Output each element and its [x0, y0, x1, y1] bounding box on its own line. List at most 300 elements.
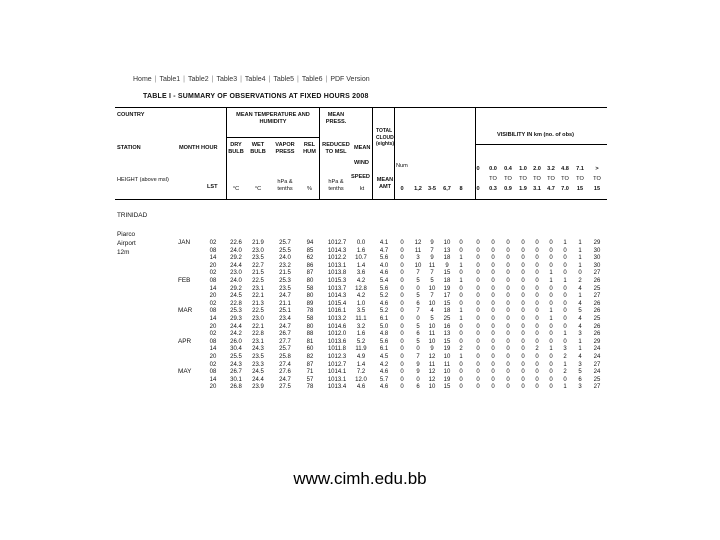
nav-separator: | [183, 76, 185, 83]
table-cell: 25 [593, 285, 601, 292]
table-cell: 57 [306, 376, 314, 383]
table-cell: 5 [578, 308, 582, 315]
table-cell: 0 [521, 376, 525, 383]
table-cell: 0 [416, 285, 420, 292]
table-cell: 0 [578, 270, 582, 277]
table-cell: 1.6 [356, 247, 366, 254]
table-cell: 0 [563, 262, 567, 269]
table-cell: 60 [306, 346, 314, 353]
table-cell: 15 [443, 384, 451, 391]
table-cell: 1 [549, 270, 553, 277]
station-line-2: 12m [117, 249, 130, 256]
table-cell: 80 [306, 293, 314, 300]
table-cell: 1 [549, 346, 553, 353]
table-cell: 7 [416, 270, 420, 277]
vis-bottom-7: 15 [576, 186, 584, 192]
table-cell: 08 [209, 247, 217, 254]
table-cell: 6 [416, 300, 420, 307]
table-cell: 0 [521, 300, 525, 307]
table-cell: 26 [593, 278, 601, 284]
table-cell: 23.0 [252, 316, 264, 322]
table-cell: 0 [506, 300, 510, 307]
table-cell: 0 [476, 285, 480, 292]
table-cell: 0 [400, 384, 404, 391]
table-cell: 20 [209, 323, 217, 330]
table-cell: 5.6 [379, 285, 389, 292]
table-cell: 7.2 [356, 369, 366, 376]
table-cell: 22.8 [230, 300, 242, 307]
table-cell: 15 [443, 300, 451, 307]
month-may: MAY [178, 368, 192, 376]
hdr-station: STATION [117, 145, 141, 151]
table-cell: 0 [459, 293, 463, 300]
table-cell: 27.6 [279, 369, 291, 376]
table-cell: 0 [491, 262, 495, 269]
table-cell: 0 [535, 308, 539, 315]
hdr-country: COUNTRY [117, 112, 145, 118]
table-cell: 5.2 [379, 293, 389, 300]
table-cell: 1 [459, 255, 463, 262]
table-cell: 1 [578, 293, 582, 300]
table-cell: 29.3 [230, 316, 242, 322]
table-cell: 0 [476, 331, 480, 338]
table-cell: 0 [506, 338, 510, 345]
hdr-total-cloud: TOTAL CLOUD (eights) [376, 128, 395, 148]
table-cell: 0 [476, 270, 480, 277]
table-cell: 02 [209, 240, 217, 246]
vis-to-5: TO [561, 176, 569, 182]
table-cell: 08 [209, 278, 217, 284]
hdr-reduced-msl: REDUCED TO MSL [322, 142, 350, 155]
table-cell: 25.7 [279, 240, 291, 246]
table-cell: 0 [400, 346, 404, 353]
table-cell: 1 [578, 247, 582, 254]
table-cell: 22.1 [252, 293, 264, 300]
table-cell: 29.2 [230, 255, 242, 262]
table-cell: 0 [521, 285, 525, 292]
table-cell: 0 [521, 293, 525, 300]
nav-separator: | [240, 76, 242, 83]
table-cell: 08 [209, 308, 217, 315]
table-cell: 0 [535, 270, 539, 277]
table-cell: 0 [400, 270, 404, 277]
table-cell: 10.7 [355, 255, 367, 262]
table-cell: 0 [400, 240, 404, 246]
table-cell: 6 [578, 376, 582, 383]
table-cell: 0 [535, 354, 539, 360]
nav-link-home[interactable]: Home [133, 76, 152, 83]
table-cell: 1013.6 [327, 338, 347, 345]
table-cell: 0 [535, 323, 539, 330]
table-cell: 0 [549, 293, 553, 300]
table-cell: 0 [400, 308, 404, 315]
table-cell: 0 [549, 384, 553, 391]
table-cell: 30.1 [230, 376, 242, 383]
table-cell: 86 [306, 262, 314, 269]
table-cell: 12 [428, 369, 436, 376]
rule-h [226, 137, 319, 138]
table-cell: 1012.7 [327, 361, 347, 368]
table-cell: 88 [306, 331, 314, 338]
table-cell: 0 [400, 323, 404, 330]
table-cell: 4 [578, 300, 582, 307]
table-cell: 0 [506, 262, 510, 269]
table-cell: 24.0 [279, 255, 291, 262]
table-cell: 0 [476, 278, 480, 284]
table-cell: 0 [400, 338, 404, 345]
table-cell: 1014.1 [327, 369, 347, 376]
vis-bottom-0: 0 [476, 186, 480, 192]
unit-c-dry: °C [232, 186, 240, 192]
table-cell: 6.1 [379, 346, 389, 353]
table-cell: 5 [416, 278, 420, 284]
hdr-height: HEIGHT (above msl) [117, 177, 169, 183]
table-cell: 6 [416, 331, 420, 338]
table-cell: 14 [209, 346, 217, 353]
table-cell: 1 [563, 361, 567, 368]
table-cell: 27 [593, 293, 601, 300]
table-cell: 0 [549, 240, 553, 246]
table-cell: 23.2 [279, 262, 291, 269]
table-cell: 0 [506, 293, 510, 300]
nav-link-table2[interactable]: Table2 [187, 76, 209, 83]
table-cell: 2 [563, 369, 567, 376]
table-cell: 3 [578, 384, 582, 391]
table-cell: 3 [578, 331, 582, 338]
table-cell: 0 [400, 361, 404, 368]
table-cell: 0 [476, 308, 480, 315]
table-cell: 29 [593, 338, 601, 345]
table-cell: 4.6 [379, 369, 389, 376]
table-cell: 87 [306, 361, 314, 368]
table-cell: 0 [506, 354, 510, 360]
table-cell: 0 [459, 240, 463, 246]
table-cell: 4.6 [379, 384, 389, 391]
table-cell: 1 [563, 331, 567, 338]
nav-separator: | [211, 76, 214, 83]
table-cell: 25.3 [279, 278, 291, 284]
table-cell: 5.0 [379, 323, 389, 330]
table-cell: 21.9 [252, 240, 264, 246]
table-cell: 5.4 [379, 278, 389, 284]
table-cell: 9 [445, 262, 449, 269]
table-cell: 4.0 [379, 262, 389, 269]
table-cell: 25.3 [230, 308, 242, 315]
table-cell: 1 [459, 278, 463, 284]
table-title: TABLE I - SUMMARY OF OBSERVATIONS AT FIXED HOURS 2008 [143, 93, 369, 100]
table-cell: 15 [443, 338, 451, 345]
table-cell: 12 [428, 376, 436, 383]
table-cell: 0 [459, 247, 463, 254]
table-cell: 23.4 [279, 316, 291, 322]
station-line-1: Airport [117, 240, 136, 247]
table-cell: 9 [430, 240, 434, 246]
table-cell: 0 [476, 384, 480, 391]
table-cell: 24.7 [279, 376, 291, 383]
table-cell: 25.5 [279, 247, 291, 254]
table-cell: 0 [506, 384, 510, 391]
table-cell: 0 [416, 316, 420, 322]
table-cell: 58 [306, 285, 314, 292]
table-cell: 1 [549, 316, 553, 322]
table-cell: 0 [400, 293, 404, 300]
table-cell: 0 [535, 369, 539, 376]
table-cell: 0 [476, 300, 480, 307]
table-cell: 85 [306, 247, 314, 254]
table-cell: 4.9 [356, 354, 366, 360]
table-cell: 17 [443, 293, 451, 300]
vis-top-6: 4.8 [561, 166, 569, 172]
table-cell: 13 [443, 331, 451, 338]
table-cell: 29 [593, 240, 601, 246]
table-cell: 1013.1 [327, 376, 347, 383]
table-cell: 0 [521, 331, 525, 338]
vis-top-8: > [595, 166, 599, 172]
vis-bottom-4: 3.1 [533, 186, 541, 192]
table-cell: 11 [414, 247, 422, 254]
table-cell: 9 [416, 361, 420, 368]
table-cell: 0 [506, 255, 510, 262]
table-cell: 1 [578, 240, 582, 246]
table-cell: 1 [563, 384, 567, 391]
table-cell: 10 [428, 338, 436, 345]
table-cell: 0 [563, 293, 567, 300]
nav-link-table1[interactable]: Table1 [159, 76, 181, 83]
unit-pct: % [307, 186, 312, 192]
table-cell: 0 [491, 331, 495, 338]
cloud-col-0: 0 [400, 186, 404, 192]
unit-kt: kt [359, 186, 365, 192]
vis-top-7: 7.1 [576, 166, 584, 172]
table-cell: 22.1 [252, 323, 264, 330]
table-cell: 23.5 [279, 285, 291, 292]
table-cell: 0 [549, 300, 553, 307]
table-cell: 2 [563, 354, 567, 360]
table-cell: 0 [459, 361, 463, 368]
table-cell: 11 [443, 361, 451, 368]
table-cell: 02 [209, 270, 217, 277]
table-cell: 4.7 [379, 247, 389, 254]
table-cell: 1 [578, 338, 582, 345]
table-cell: 0 [535, 331, 539, 338]
table-cell: 0 [400, 369, 404, 376]
table-cell: 0 [400, 247, 404, 254]
table-cell: 0 [521, 255, 525, 262]
table-cell: 0 [476, 316, 480, 322]
vis-to-0: TO [489, 176, 497, 182]
table-cell: 10 [414, 262, 422, 269]
table-cell: 24.7 [279, 293, 291, 300]
hdr-mean-temp: MEAN TEMPERATURE AND HUMIDITY [236, 112, 310, 125]
table-cell: 0 [400, 331, 404, 338]
table-cell: 7 [430, 293, 434, 300]
table-cell: 0 [491, 354, 495, 360]
table-cell: 30 [593, 255, 601, 262]
nav-link-pdf-version[interactable]: PDF Version [330, 76, 370, 83]
table-cell: 11.9 [355, 346, 367, 353]
table-cell: 12.0 [355, 376, 367, 383]
table-cell: 2 [459, 346, 463, 353]
table-cell: 78 [306, 384, 314, 391]
table-cell: 62 [306, 255, 314, 262]
table-cell: 0 [491, 293, 495, 300]
table-cell: 26 [593, 308, 601, 315]
table-cell: 1013.8 [327, 270, 347, 277]
table-cell: 0 [549, 247, 553, 254]
table-cell: 0 [549, 376, 553, 383]
table-cell: 5 [578, 369, 582, 376]
table-cell: 4.6 [379, 300, 389, 307]
table-cell: 02 [209, 361, 217, 368]
table-cell: 0 [535, 285, 539, 292]
table-cell: 0 [549, 255, 553, 262]
nav-separator: | [297, 76, 299, 83]
table-cell: 0 [506, 316, 510, 322]
table-cell: 0 [506, 308, 510, 315]
table-cell: 24.0 [230, 247, 242, 254]
table-cell: 0 [535, 262, 539, 269]
table-cell: 94 [306, 240, 314, 246]
vis-to-3: TO [533, 176, 541, 182]
table-cell: 0 [535, 316, 539, 322]
table-cell: 24 [593, 346, 601, 353]
cloud-col-3: 6,7 [443, 186, 451, 192]
table-cell: 0 [459, 384, 463, 391]
table-cell: 0 [521, 361, 525, 368]
table-cell: 0 [521, 240, 525, 246]
table-cell: 58 [306, 316, 314, 322]
vis-to-7: TO [593, 176, 601, 182]
table-cell: 26.0 [230, 338, 242, 345]
table-cell: 21.1 [279, 300, 291, 307]
table-cell: 5.6 [379, 255, 389, 262]
hdr-dry-bulb: DRY BULB [228, 142, 244, 155]
table-cell: 26.8 [230, 384, 242, 391]
vis-bottom-3: 1.9 [519, 186, 527, 192]
table-cell: 12 [428, 354, 436, 360]
table-cell: 1.6 [356, 331, 366, 338]
vis-bottom-6: 7.0 [561, 186, 569, 192]
table-cell: 78 [306, 308, 314, 315]
table-cell: 1015.3 [327, 278, 347, 284]
table-cell: 20 [209, 293, 217, 300]
table-cell: 10 [443, 369, 451, 376]
table-cell: 27 [593, 361, 601, 368]
table-cell: 0 [491, 376, 495, 383]
table-cell: 1013.4 [327, 384, 347, 391]
table-cell: 0 [506, 278, 510, 284]
table-cell: 0.0 [356, 240, 366, 246]
hdr-mean-press: MEAN PRESS. [325, 112, 347, 125]
unit-c-wet: °C [254, 186, 262, 192]
table-cell: 4.5 [379, 354, 389, 360]
table-cell: 22.5 [252, 278, 264, 284]
table-cell: 4 [430, 308, 434, 315]
nav-link-table3[interactable]: Table3 [216, 76, 238, 83]
table-cell: 4.1 [379, 240, 389, 246]
table-cell: 3 [578, 361, 582, 368]
month-feb: FEB [178, 277, 191, 284]
table-cell: 23.0 [230, 270, 242, 277]
table-cell: 80 [306, 278, 314, 284]
table-cell: 1 [549, 308, 553, 315]
table-cell: 22.8 [252, 331, 264, 338]
country-name: TRINIDAD [117, 212, 148, 219]
table-cell: 27.7 [279, 338, 291, 345]
table-cell: 0 [535, 278, 539, 284]
table-cell: 2 [535, 346, 539, 353]
table-cell: 12.8 [355, 285, 367, 292]
table-cell: 0 [400, 278, 404, 284]
table-cell: 0 [521, 323, 525, 330]
table-cell: 0 [549, 262, 553, 269]
table-cell: 1 [578, 262, 582, 269]
table-cell: 89 [306, 300, 314, 307]
table-cell: 0 [459, 331, 463, 338]
table-cell: 0 [521, 338, 525, 345]
table-cell: 0 [400, 354, 404, 360]
table-cell: 0 [506, 323, 510, 330]
table-cell: 1 [459, 316, 463, 322]
table-cell: 22.6 [230, 240, 242, 246]
table-cell: 5 [430, 278, 434, 284]
table-cell: 0 [535, 338, 539, 345]
table-cell: 0 [506, 240, 510, 246]
table-cell: 1013.1 [327, 262, 347, 269]
table-cell: 0 [459, 323, 463, 330]
table-cell: 20 [209, 384, 217, 391]
table-cell: 21.5 [252, 270, 264, 277]
table-cell: 30 [593, 247, 601, 254]
hdr-visibility: VISIBILITY IN km (no. of obs) [497, 132, 574, 138]
table-cell: 27.5 [279, 384, 291, 391]
table-cell: 9 [430, 346, 434, 353]
nav-link-table5[interactable]: Table5 [273, 76, 295, 83]
table-cell: 0 [491, 285, 495, 292]
table-cell: 1 [459, 262, 463, 269]
rule-top [115, 107, 607, 108]
table-cell: 0 [459, 300, 463, 307]
table-cell: 0 [535, 361, 539, 368]
table-cell: 24.3 [230, 361, 242, 368]
table-cell: 4 [578, 285, 582, 292]
table-cell: 0 [459, 376, 463, 383]
table-cell: 1 [459, 354, 463, 360]
table-cell: 14 [209, 285, 217, 292]
vis-to-2: TO [519, 176, 527, 182]
table-cell: 4.6 [379, 270, 389, 277]
nav-separator: | [154, 76, 157, 83]
table-cell: 1 [578, 255, 582, 262]
table-cell: 0 [535, 293, 539, 300]
table-cell: 0 [416, 346, 420, 353]
table-cell: 23.1 [252, 285, 264, 292]
rule-header-bottom [115, 199, 607, 200]
table-cell: 0 [521, 270, 525, 277]
table-cell: 0 [491, 300, 495, 307]
nav-link-table6[interactable]: Table6 [301, 76, 323, 83]
table-cell: 27 [593, 270, 601, 277]
vis-top-4: 2.0 [533, 166, 541, 172]
table-cell: 19 [443, 346, 451, 353]
table-cell: 0 [491, 240, 495, 246]
table-cell: 0 [491, 255, 495, 262]
table-cell: 16 [443, 323, 451, 330]
table-cell: 24.3 [252, 346, 264, 353]
table-cell: 5 [416, 338, 420, 345]
nav-link-table4[interactable]: Table4 [244, 76, 266, 83]
table-cell: 3.2 [356, 323, 366, 330]
